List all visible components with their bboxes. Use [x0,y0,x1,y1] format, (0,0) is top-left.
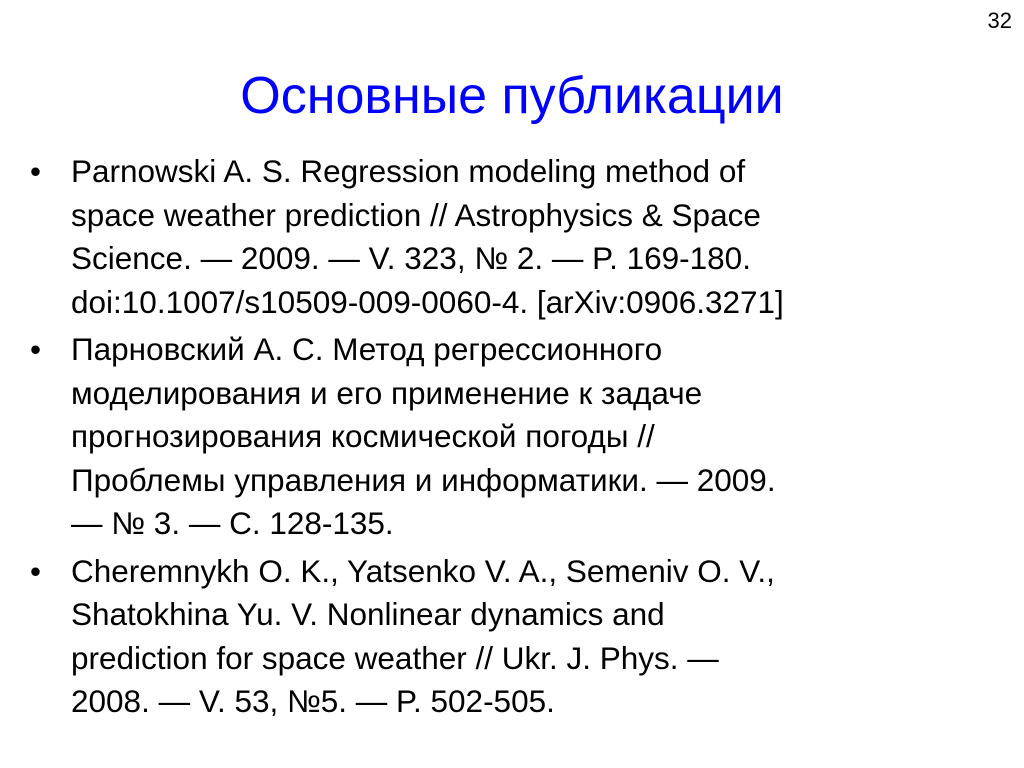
publication-line: Cheremnykh O. K., Yatsenko V. A., Semeniv O. V., [71,552,775,589]
publication-line: Проблемы управления и информатики. — 2009. [71,461,776,498]
publication-list [0,150,1000,728]
bullet-icon: • [30,552,42,589]
publication-line: Parnowski A. S. Regression modeling method of [71,153,746,189]
publication-line: — № 3. — С. 128-135. [71,505,394,541]
bullet-icon: • [30,331,42,367]
slide-number: 32 [987,8,1012,33]
publication-item [0,328,1000,546]
slide-title: Основные публикации [240,67,784,125]
publication-line: space weather prediction // Astrophysics & Space [71,196,761,233]
publication-line: prediction for space weather // Ukr. J. Phys. — [71,639,719,676]
publication-line: Science. — 2009. — V. 323, № 2. — P. 169-180. [71,240,751,276]
publication-line: прогнозирования космической погоды // [71,418,655,454]
publication-item [0,550,1000,724]
publication-line: Парновский А. С. Метод регрессионного [71,331,663,367]
publication-item [0,150,1000,324]
publication-line: 2008. — V. 53, №5. — P. 502-505. [71,683,555,719]
publication-line: Shatokhina Yu. V. Nonlinear dynamics and [71,596,665,632]
publication-line: doi:10.1007/s10509-009-0060-4. [arXiv:0906.3271] [71,283,784,320]
bullet-icon: • [30,153,42,189]
publication-line: моделирования и его применение к задаче [71,374,703,411]
